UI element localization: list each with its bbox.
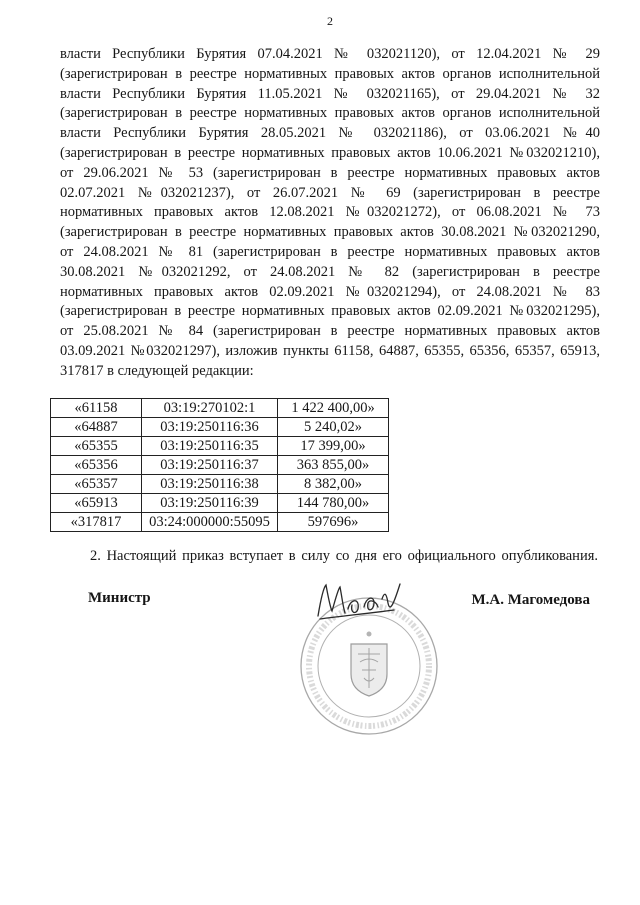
table-row [51,437,389,456]
signature [318,584,400,619]
paragraph-line: власти Республики Бурятия 11.05.2021 № 032021165), от 29.04.2021 № 32 [60,85,600,102]
clause-2: 2. Настоящий приказ вступает в силу со дня его официального опубликования. [90,548,598,564]
signatory-title: Министр [88,590,151,606]
point-cell: «65355 [51,437,142,456]
point-cell: «65357 [51,475,142,494]
value-cell: 597696» [278,513,389,532]
value-cell: 8 382,00» [278,475,389,494]
paragraph-line: власти Республики Бурятия 28.05.2021 № 032021186), от 03.06.2021 №40 [60,125,600,142]
cadastral-number-cell: 03:24:000000:55095 [142,513,278,532]
paragraph-line: нормативных правовых актов 02.09.2021 №032021294), от 24.08.2021 № 83 [60,283,600,300]
paragraph-line: 02.07.2021 №032021237), от 26.07.2021 № 69 (зарегистрирован в реестре [60,184,600,201]
paragraph-line: (зарегистрирован в реестре нормативных правовых актов 02.09.2021 №032021295), [60,303,600,320]
point-cell: «65356 [51,456,142,475]
cadastral-number-cell: 03:19:270102:1 [142,399,278,418]
paragraph-line: 03.09.2021 №032021297), изложив пункты 61158, 64887, 65355, 65356, 65357, 65913, [60,342,600,359]
value-cell: 1 422 400,00» [278,399,389,418]
table-row [51,513,389,532]
paragraph-line: 30.08.2021 №032021292, от 24.08.2021 № 82 (зарегистрирован в реестре [60,263,600,280]
point-cell: «61158 [51,399,142,418]
paragraph-line: нормативных правовых актов 12.08.2021 №032021272), от 06.08.2021 № 73 [60,204,600,221]
value-cell: 144 780,00» [278,494,389,513]
cadastral-number-cell: 03:19:250116:37 [142,456,278,475]
body-paragraph [60,45,600,382]
paragraph-line: (зарегистрирован в реестре нормативных правовых актов органов исполнительной [60,105,600,122]
page-number: 2 [327,14,333,28]
cadastral-number-cell: 03:19:250116:39 [142,494,278,513]
table-row [51,475,389,494]
value-cell: 17 399,00» [278,437,389,456]
cadastral-number-cell: 03:19:250116:38 [142,475,278,494]
paragraph-line: власти Республики Бурятия 07.04.2021 № 032021120), от 12.04.2021 № 29 [60,46,600,62]
point-cell: «317817 [51,513,142,532]
table-row [51,456,389,475]
value-cell: 363 855,00» [278,456,389,475]
point-cell: «64887 [51,418,142,437]
seal-star [367,632,372,637]
table-row [51,399,389,418]
points-table [50,398,389,532]
point-cell: «65913 [51,494,142,513]
paragraph-line: 317817 в следующей редакции: [60,362,254,379]
paragraph-line: (зарегистрирован в реестре нормативных правовых актов 30.08.2021 №032021290, [60,224,600,241]
table-row [51,494,389,513]
value-cell: 5 240,02» [278,418,389,437]
cadastral-number-cell: 03:19:250116:36 [142,418,278,437]
paragraph-line: (зарегистрирован в реестре нормативных правовых актов 10.06.2021 №032021210), [60,144,600,161]
cadastral-number-cell: 03:19:250116:35 [142,437,278,456]
table-row [51,418,389,437]
signatory-name: М.А. Магомедова [471,592,590,608]
paragraph-line: от 29.06.2021 № 53 (зарегистрирован в реестре нормативных правовых актов [60,164,600,181]
paragraph-line: (зарегистрирован в реестре нормативных правовых актов органов исполнительной [60,65,600,82]
signature-and-seal [290,572,460,747]
paragraph-line: от 24.08.2021 № 81 (зарегистрирован в реестре нормативных правовых актов [60,243,600,260]
paragraph-line: от 25.08.2021 № 84 (зарегистрирован в реестре нормативных правовых актов [60,323,600,340]
